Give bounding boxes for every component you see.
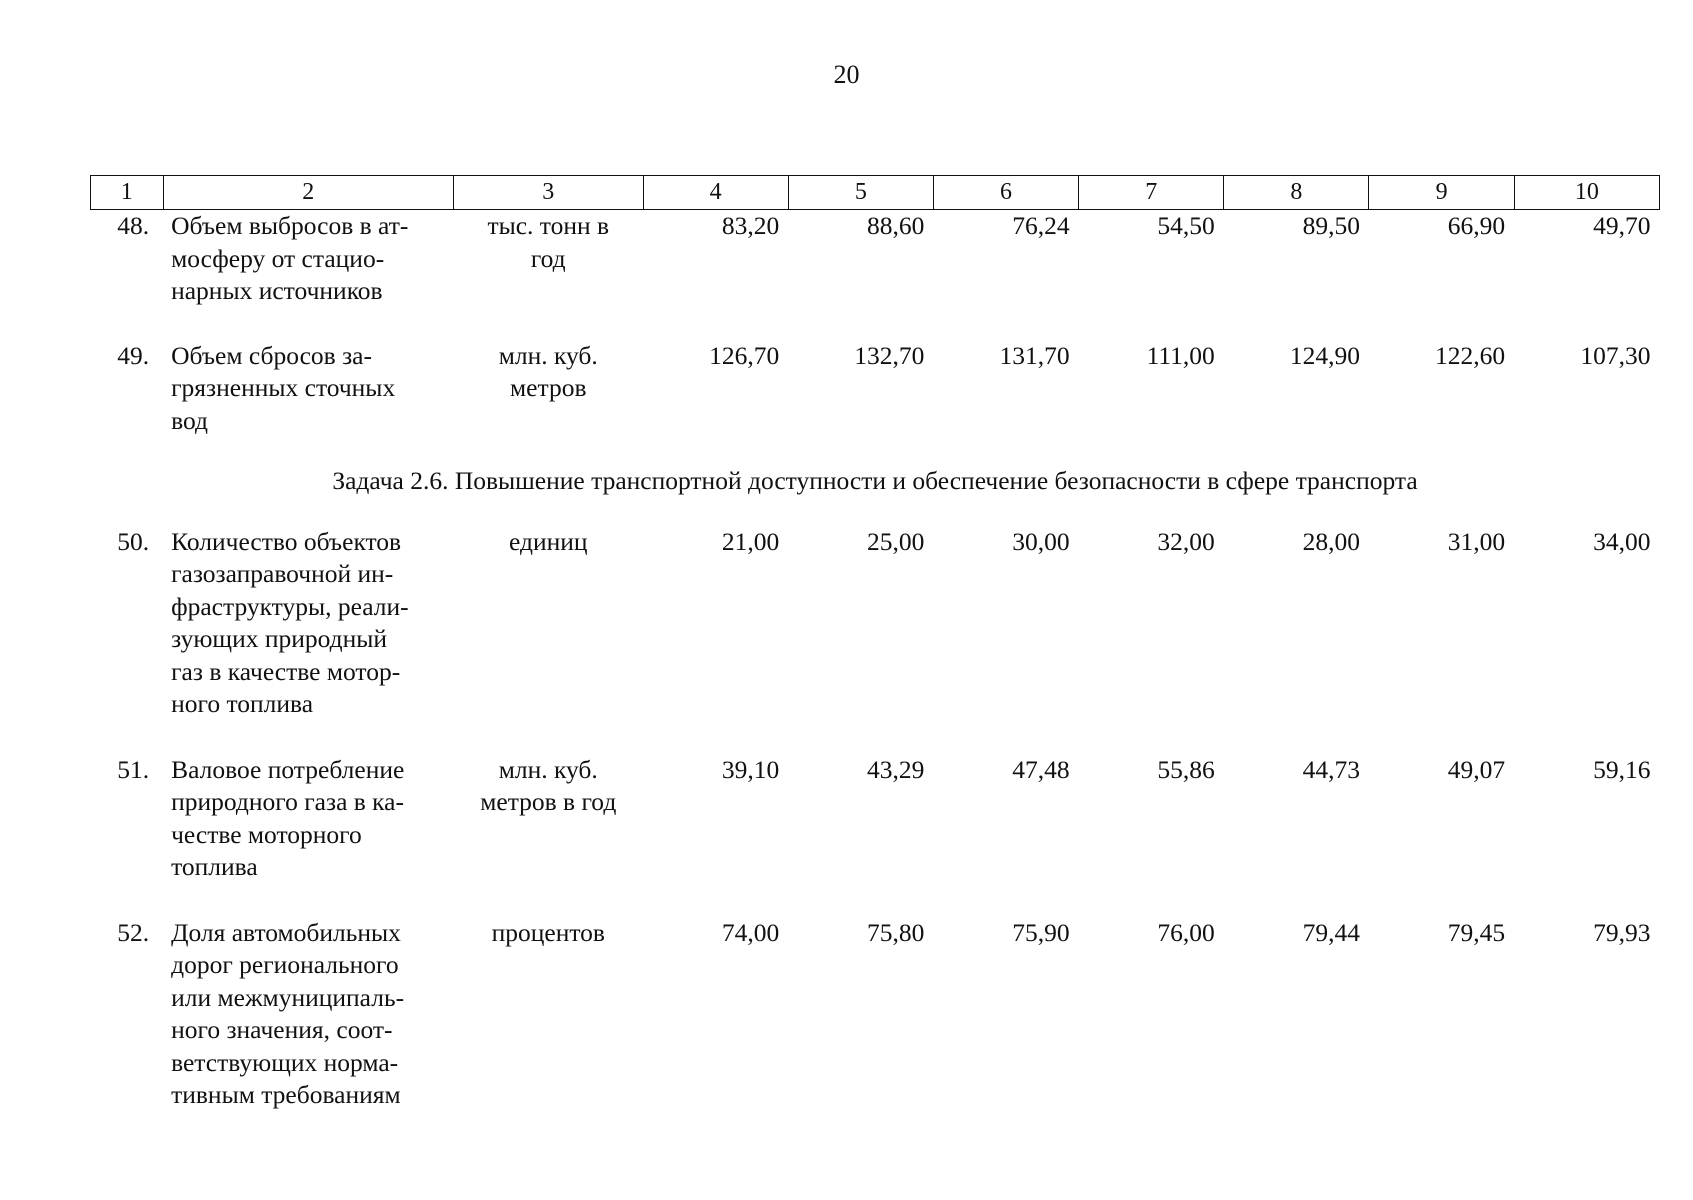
unit-line: млн. куб.: [498, 340, 598, 370]
row-number: 48.: [117, 211, 150, 240]
header-cell: 4: [643, 176, 788, 210]
table-row: [91, 526, 1660, 721]
value-cell: 66,90: [1447, 211, 1506, 240]
row-spacer: [91, 721, 1660, 754]
column-number-header: [91, 176, 1660, 210]
header-cell: 5: [788, 176, 933, 210]
unit-line: метров в год: [480, 787, 617, 816]
section-title: Задача 2.6. Повышение транспортной доступности и обеспечение безопасности в сфере транспорта: [332, 466, 1418, 495]
row-spacer: [91, 884, 1660, 917]
indicator-name-line: честве моторного: [171, 819, 362, 849]
page-number: 20: [833, 60, 860, 89]
value-cell: 54,50: [1157, 211, 1215, 240]
indicators-table: [90, 175, 1660, 1112]
value-cell: 44,73: [1302, 754, 1360, 784]
indicator-name-line: Объем выбросов в ат-: [171, 211, 409, 240]
indicator-name-line: Доля автомобильных: [171, 917, 401, 947]
indicator-name: [163, 917, 453, 1112]
value-cell: 122,60: [1435, 340, 1506, 370]
section-row: [91, 437, 1660, 526]
unit-line: тыс. тонн в: [487, 211, 610, 240]
unit-line: единиц: [508, 526, 588, 556]
indicator-name-line: ного значения, соот-: [171, 1015, 393, 1044]
indicator-name-line: нарных источников: [171, 276, 383, 305]
unit-line: млн. куб.: [498, 754, 598, 784]
value-cell: 74,00: [721, 917, 780, 947]
row-number: 51.: [117, 754, 150, 784]
value-cell: 55,86: [1157, 754, 1215, 784]
value-cell: 49,07: [1447, 754, 1506, 784]
header-cell: 1: [91, 176, 164, 210]
table-row: [91, 754, 1660, 884]
value-cell: 25,00: [867, 526, 925, 556]
unit-line: год: [530, 243, 566, 273]
value-cell: 34,00: [1593, 526, 1651, 556]
value-cell: 75,80: [867, 917, 925, 947]
unit-line: метров: [510, 373, 587, 402]
value-cell: 107,30: [1580, 340, 1651, 370]
value-cell: 79,45: [1447, 917, 1506, 947]
unit-cell: [453, 526, 643, 721]
value-cell: 47,48: [1012, 754, 1070, 784]
header-cell: 9: [1369, 176, 1514, 210]
value-cell: 59,16: [1593, 754, 1651, 784]
indicator-name: [163, 340, 453, 438]
value-cell: 89,50: [1302, 211, 1360, 240]
header-cell: 7: [1079, 176, 1224, 210]
row-number: 50.: [117, 526, 150, 556]
indicator-name-line: или межмуниципаль-: [171, 982, 405, 1012]
header-cell: 6: [933, 176, 1078, 210]
indicator-name: [163, 210, 453, 308]
value-cell: 111,00: [1146, 340, 1215, 370]
header-cell: 10: [1514, 176, 1659, 210]
value-cell: 83,20: [721, 211, 780, 240]
value-cell: 49,70: [1593, 211, 1651, 240]
unit-line: процентов: [491, 917, 605, 947]
value-cell: 76,24: [1012, 211, 1070, 240]
header-cell: 3: [453, 176, 643, 210]
indicator-name-line: тивным требованиям: [171, 1080, 401, 1109]
indicator-name-line: Объем сбросов за-: [171, 340, 372, 370]
indicator-name: [163, 754, 453, 884]
indicator-name: [163, 526, 453, 721]
value-cell: 43,29: [867, 754, 925, 784]
indicator-name-line: газ в качестве мотор-: [171, 656, 401, 686]
value-cell: 21,00: [721, 526, 780, 556]
row-spacer: [91, 308, 1660, 340]
table-row: [91, 917, 1660, 1112]
indicators-table-container: [90, 175, 1660, 1112]
unit-cell: [453, 210, 643, 308]
value-cell: 126,70: [709, 340, 780, 370]
header-cell: 8: [1224, 176, 1369, 210]
indicator-name-line: газозаправочной ин-: [171, 559, 394, 588]
value-cell: 88,60: [867, 211, 925, 240]
value-cell: 75,90: [1012, 917, 1070, 947]
header-cell: 2: [163, 176, 453, 210]
value-cell: 132,70: [854, 340, 925, 370]
value-cell: 79,93: [1593, 917, 1651, 947]
indicator-name-line: вод: [171, 405, 208, 435]
value-cell: 31,00: [1447, 526, 1506, 556]
indicator-name-line: мосферу от стацио-: [171, 243, 385, 273]
indicator-name-line: дорог регионального: [171, 950, 399, 979]
value-cell: 32,00: [1157, 526, 1215, 556]
indicator-name-line: Количество объектов: [171, 526, 402, 556]
table-row: [91, 340, 1660, 438]
indicator-name-line: зующих природный: [171, 624, 388, 653]
indicator-name-line: ветствующих норма-: [171, 1047, 399, 1077]
row-number: 52.: [117, 917, 150, 947]
value-cell: 28,00: [1302, 526, 1360, 556]
row-number: 49.: [117, 340, 150, 370]
indicator-name-line: топлива: [171, 852, 258, 881]
unit-cell: [453, 754, 643, 884]
unit-cell: [453, 340, 643, 438]
value-cell: 76,00: [1157, 917, 1215, 947]
value-cell: 131,70: [999, 340, 1070, 370]
indicator-name-line: природного газа в ка-: [171, 787, 404, 816]
header-row: [91, 176, 1660, 210]
value-cell: 79,44: [1302, 917, 1360, 947]
value-cell: 124,90: [1289, 340, 1360, 370]
value-cell: 39,10: [721, 754, 780, 784]
indicator-name-line: ного топлива: [171, 689, 314, 718]
unit-cell: [453, 917, 643, 1112]
indicator-name-line: Валовое потребление: [171, 754, 405, 784]
value-cell: 30,00: [1012, 526, 1070, 556]
indicator-name-line: фраструктуры, реали-: [171, 591, 409, 621]
table-row: [91, 210, 1660, 308]
indicator-name-line: грязненных сточных: [171, 373, 396, 402]
